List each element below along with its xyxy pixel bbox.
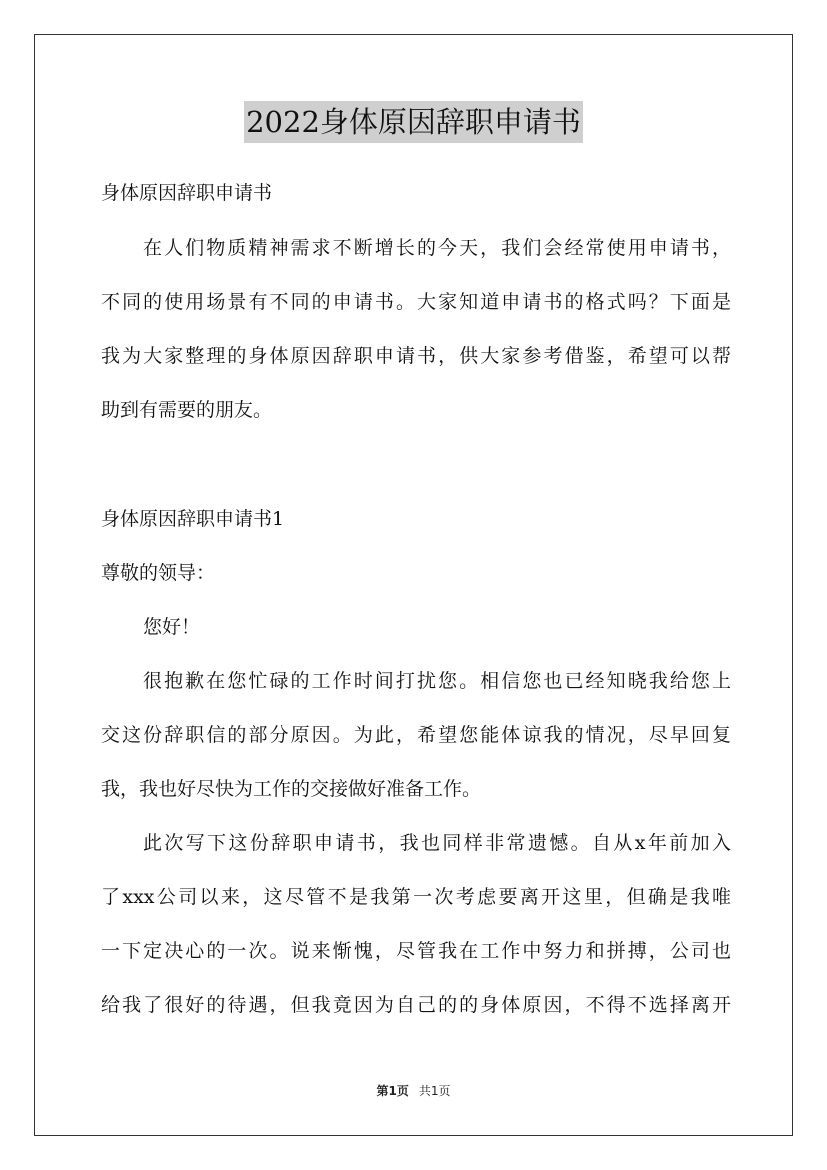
para2-line-4: 给我了很好的待遇，但我竟因为自己的的身体原因，不得不选择离开	[101, 994, 731, 1016]
intro-line-1: 在人们物质精神需求不断增长的今天，我们会经常使用申请书，	[143, 237, 731, 259]
para1-line-3: 我，我也好尽快为工作的交接做好准备工作。	[101, 778, 482, 800]
para2-line-1: 此次写下这份辞职申请书，我也同样非常遗憾。自从x年前加入	[143, 832, 731, 854]
section-heading: 身体原因辞职申请书1	[101, 508, 285, 530]
page-footer	[0, 1083, 827, 1099]
para2-line-2: 了xxx公司以来，这尽管不是我第一次考虑要离开这里，但确是我唯	[101, 886, 731, 908]
para2-line-3: 一下定决心的一次。说来惭愧，尽管我在工作中努力和拼搏，公司也	[101, 940, 731, 962]
greeting: 您好！	[143, 616, 201, 638]
para1-line-2: 交这份辞职信的部分原因。为此，希望您能体谅我的情况，尽早回复	[101, 724, 731, 746]
intro-line-2: 不同的使用场景有不同的申请书。大家知道申请书的格式吗？下面是	[101, 291, 731, 313]
salutation: 尊敬的领导：	[101, 562, 216, 584]
page-total: 共1页	[418, 1084, 451, 1098]
para1-line-1: 很抱歉在您忙碌的工作时间打扰您。相信您也已经知晓我给您上	[143, 670, 731, 692]
page-number: 第1页	[376, 1084, 409, 1098]
document-subtitle: 身体原因辞职申请书	[101, 182, 273, 204]
title-container	[0, 101, 827, 143]
intro-line-4: 助到有需要的朋友。	[101, 399, 273, 421]
intro-line-3: 我为大家整理的身体原因辞职申请书，供大家参考借鉴，希望可以帮	[101, 345, 731, 367]
document-title: 2022身体原因辞职申请书	[244, 101, 583, 143]
